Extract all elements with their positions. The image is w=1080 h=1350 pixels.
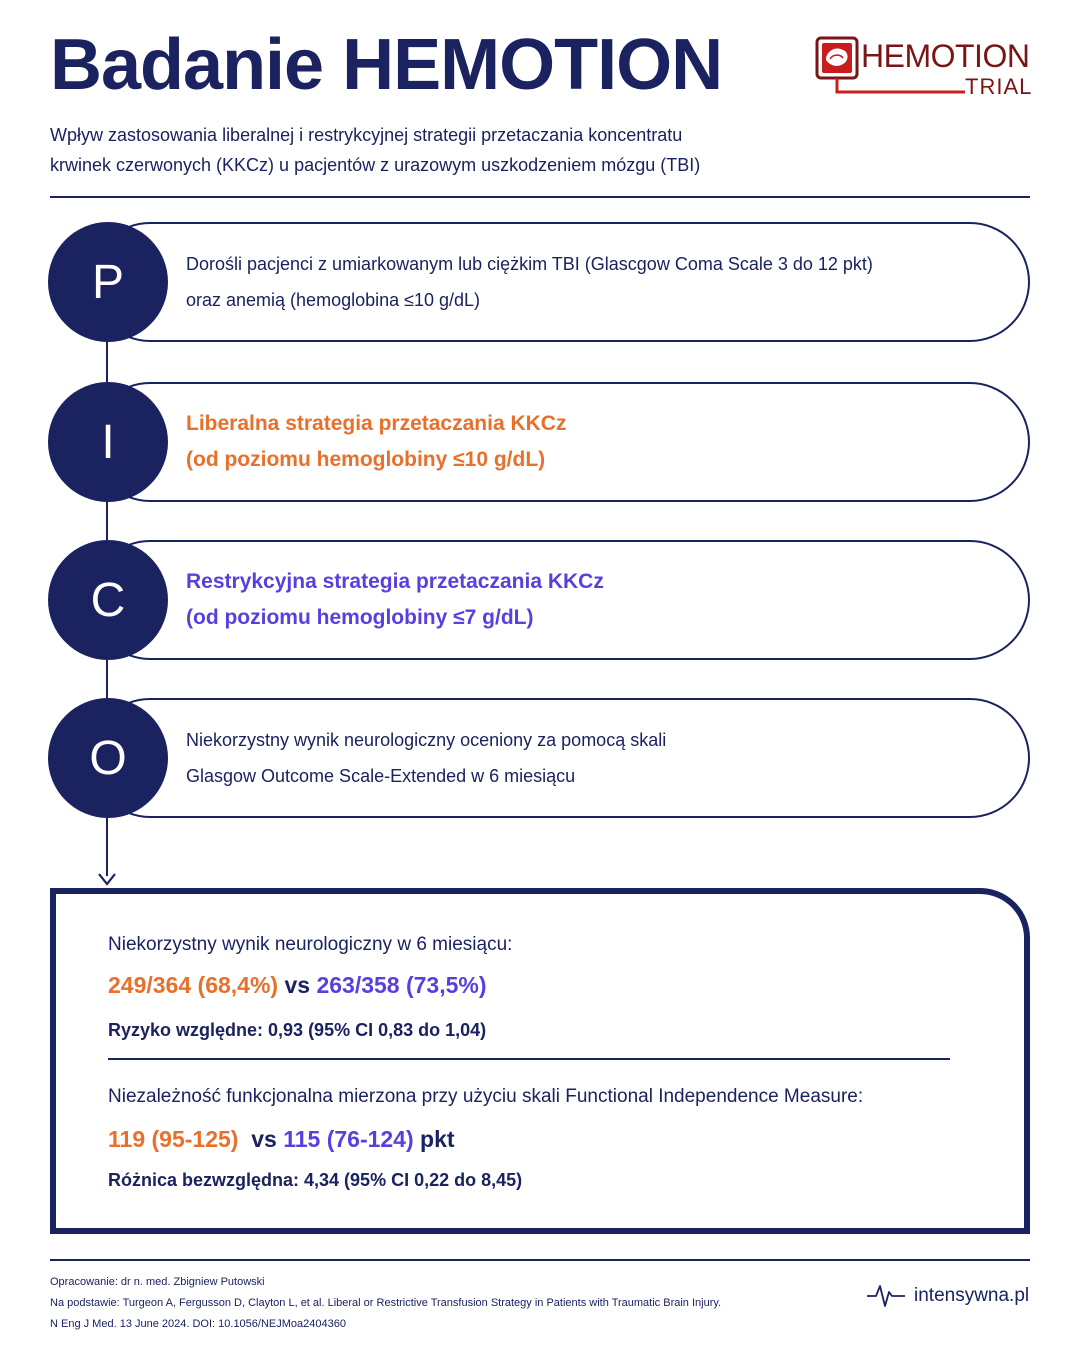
subtitle-line: Wpływ zastosowania liberalnej i restrykcyjnej strategii przetaczania koncentratu (50, 125, 683, 145)
pico-card-comparison (90, 540, 1030, 660)
footer-divider (50, 1259, 1030, 1261)
pico-letter-p: P (48, 222, 168, 342)
result-1-liberal: 249/364 (68,4%) (108, 972, 279, 998)
logo-text: HEMOTION (861, 38, 1030, 74)
result-2-values (108, 1126, 455, 1153)
pico-text-line: Dorośli pacjenci z umiarkowanym lub ciężkim TBI (Glascgow Coma Scale 3 do 12 pkt) (186, 254, 873, 274)
pico-text-line: Liberalna strategia przetaczania KKCz (186, 412, 567, 435)
subtitle-line: krwinek czerwonych (KKCz) u pacjentów z urazowym uszkodzeniem mózgu (TBI) (50, 155, 701, 175)
brand-link[interactable] (866, 1282, 1029, 1310)
pico-text-line: (od poziomu hemoglobiny ≤7 g/dL) (186, 606, 534, 629)
pico-letter-i: I (48, 382, 168, 502)
footer-source: Na podstawie: Turgeon A, Fergusson D, Clayton L, et al. Liberal or Restrictive Transfusion Strategy in Patients with Traumatic Brain Injury. (50, 1297, 722, 1309)
result-2-stat: Różnica bezwzględna: 4,34 (95% CI 0,22 do 8,45) (108, 1170, 523, 1190)
page-title: Badanie HEMOTION (50, 25, 723, 105)
results-box (50, 888, 1030, 1234)
footer-doi: N Eng J Med. 13 June 2024. DOI: 10.1056/NEJMoa2404360 (50, 1318, 346, 1330)
footer-credits (50, 1272, 721, 1335)
result-1-label: Niekorzystny wynik neurologiczny w 6 miesiącu: (108, 934, 513, 955)
subtitle (50, 120, 850, 180)
header-divider (50, 196, 1030, 198)
pico-text-line: (od poziomu hemoglobiny ≤10 g/dL) (186, 448, 546, 471)
hemotion-trial-logo (815, 34, 1035, 106)
result-2-unit: pkt (413, 1126, 455, 1152)
result-2-label: Niezależność funkcjonalna mierzona przy użyciu skali Functional Independence Measure: (108, 1086, 864, 1107)
pico-card-outcome (90, 698, 1030, 818)
pico-text-line: Restrykcyjna strategia przetaczania KKCz (186, 570, 604, 593)
footer-author: Opracowanie: dr n. med. Zbigniew Putowski (50, 1276, 265, 1288)
result-2-vs: vs (238, 1126, 284, 1152)
result-1-values (108, 972, 487, 999)
pico-text-line: oraz anemią (hemoglobina ≤10 g/dL) (186, 290, 481, 310)
result-1-vs: vs (278, 972, 317, 998)
pico-letter-c: C (48, 540, 168, 660)
arrow-down-icon (97, 866, 117, 886)
pico-text-line: Niekorzystny wynik neurologiczny oceniony za pomocą skali (186, 730, 667, 750)
brand-name: intensywna.pl (914, 1285, 1030, 1306)
result-1-restrictive: 263/358 (73,5%) (316, 972, 487, 998)
pico-card-intervention (90, 382, 1030, 502)
result-2-restrictive: 115 (76-124) (283, 1126, 414, 1152)
result-2-liberal: 119 (95-125) (108, 1126, 239, 1152)
pico-letter-o: O (48, 698, 168, 818)
pico-card-population (90, 222, 1030, 342)
results-divider (108, 1058, 950, 1060)
logo-subtext: TRIAL (965, 74, 1033, 99)
heartbeat-icon (866, 1282, 906, 1310)
pico-text-line: Glasgow Outcome Scale-Extended w 6 miesiącu (186, 766, 576, 786)
result-1-stat: Ryzyko względne: 0,93 (95% CI 0,83 do 1,04) (108, 1020, 487, 1040)
